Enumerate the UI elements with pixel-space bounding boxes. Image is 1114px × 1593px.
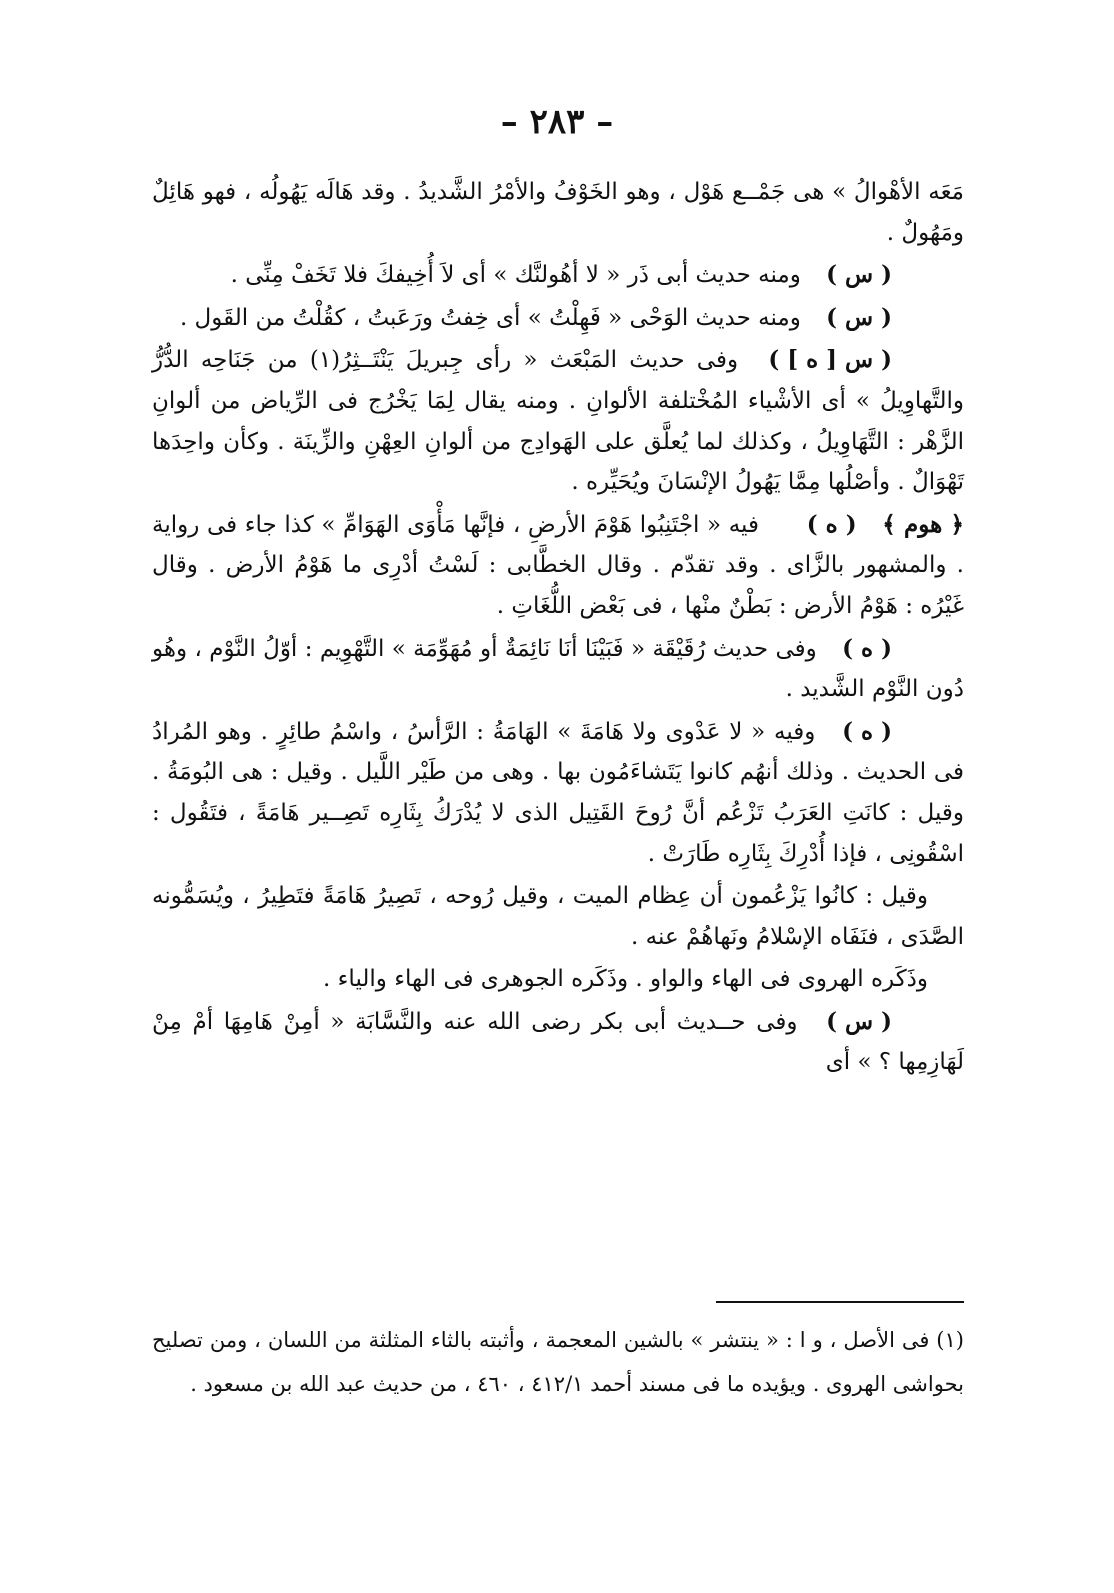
paragraph-text: وذَكَره الهروى فى الهاء والواو . وذَكَره الجوهرى فى الهاء والياء . <box>323 966 928 993</box>
source-marker: ( س ) <box>826 261 892 289</box>
source-marker: ( س ) <box>826 1007 892 1035</box>
footnote-divider <box>716 1301 964 1303</box>
paragraph-6 <box>152 629 964 710</box>
source-marker: ( ه ) <box>806 510 857 538</box>
source-marker: ( س [ ه ] ) <box>768 346 893 374</box>
paragraph-text: ومنه حديث أبى ذَر « لا أهُولنَّك » أى لاَ أُخِيفكَ فلا تَخَفْ مِنِّى . <box>230 262 801 289</box>
paragraph-7 <box>152 712 964 874</box>
paragraph-1 <box>152 172 964 253</box>
main-text <box>152 172 964 1085</box>
paragraph-text: وقيل : كانُوا يَزْعُمون أن عِظام الميت ، وقيل رُوحه ، تَصِيرُ هَامَةً فتَطِيرُ ، ويُسَمُّونه الصَّدَى ، فنَفَاه الإسْلامُ ونَهاهُمْ عنه . <box>152 883 964 950</box>
paragraph-text: وفى حديث رُقَيْقَة « فَبَيْنَا أنَا نَائِمَةٌ أو مُهَوِّمَة » التَّهْوِيم : أوّلُ النَّوْم ، وهُو دُون النَّوْم الشَّديد . <box>152 635 964 703</box>
paragraph-text: ومنه حديث الوَحْى « فَهِلْتُ » أى خِفتُ ورَعَبتُ ، كقُلْتُ من القَول . <box>179 304 801 331</box>
paragraph-text: مَعَه الأهْوالُ » هى جَمْــع هَوْل ، وهو الخَوْفُ والأمْرُ الشَّديدُ . وقد هَالَه يَهُولُه ، فهو هَائِلٌ ومَهُولٌ . <box>152 179 964 246</box>
footnotes <box>152 1318 964 1406</box>
footnote-1: (١) فى الأصل ، و ا : « ينتشر » بالشين المعجمة ، وأثبته بالثاء المثلثة من اللسان ، ومن تصليح بحواشى الهروى . ويؤيده ما فى مسند أحمد ٤١٢/١ ، ٤٦٠ ، من حديث عبد الله بن مسعود . <box>152 1328 964 1396</box>
paragraph-8 <box>152 876 964 957</box>
paragraph-text: وفى حــديث أبى بكر رضى الله عنه والنَّسَّابَة « أمِنْ هَامِهَا أمْ مِنْ لَهَازِمِها ؟ » أى <box>152 1008 964 1076</box>
entry-headword: ﴿ هوم ﴾ <box>882 510 965 538</box>
source-marker: ( س ) <box>826 303 892 331</box>
source-marker: ( ه ) <box>842 634 892 662</box>
source-marker: ( ه ) <box>842 717 893 745</box>
paragraph-10 <box>152 1002 964 1083</box>
paragraph-text: وفى حديث المَبْعَث « رأى جِبريلَ يَنْتَــثِرُ(١) من جَنَاحِه الدُّرُّ والتَّهاوِيلُ » أى الأشْياء المُخْتلفة الألوانِ . ومنه يقال لِمَا يَخْرُج فى الرِّياض من ألوانِ الزَّهْر : التَّهَاوِيلُ ، وكذلك لما يُعلَّق على الهَوادِج من ألوانِ العِهْنِ والزِّينَة . وكأن واحِدَها تَهْوَالٌ . وأصْلُها مِمَّا يَهُولُ الإنْسَانَ ويُحَيِّره . <box>152 347 964 496</box>
page-number: – ٢٨٣ – <box>500 102 614 142</box>
paragraph-text: فيه « اجْتَنِبُوا هَوْمَ الأرضِ ، فإنَّها مَأْوَى الهَوَامِّ » كذا جاء فى رواية . والمشهور بالزَّاى . وقد تقدّم . وقال الخطَّابى : لَسْتُ أدْرِى ما هَوْمُ الأرض . وقال غَيْرُه : هَوْمُ الأرض : بَطْنٌ منْها ، فى بَعْض اللُّغَاتِ . <box>152 511 964 619</box>
paragraph-text: وفيه « لا عَدْوى ولا هَامَةَ » الهَامَةُ : الرَّأسُ ، واسْمُ طائِرٍ . وهو المُرادُ فى الحديث . وذلك أنهُم كانوا يَتَشاءَمُون بها . وهى من طَيْر اللَّيل . وقيل : هى البُومَةُ . وقيل : كانَتِ العَرَبُ تَزْعُم أنَّ رُوحَ القَتِيل الذى لا يُدْرَكُ بِثَارِه تَصِــير هَامَةً ، فتَقُول : اسْقُونِى ، فإذا أُدْرِكَ بِثَارِه طَارَتْ . <box>152 718 964 867</box>
paragraph-9 <box>152 959 964 1000</box>
paragraph-3 <box>152 298 964 339</box>
paragraph-4 <box>152 340 964 502</box>
paragraph-5 <box>152 505 964 627</box>
paragraph-2 <box>152 255 964 296</box>
